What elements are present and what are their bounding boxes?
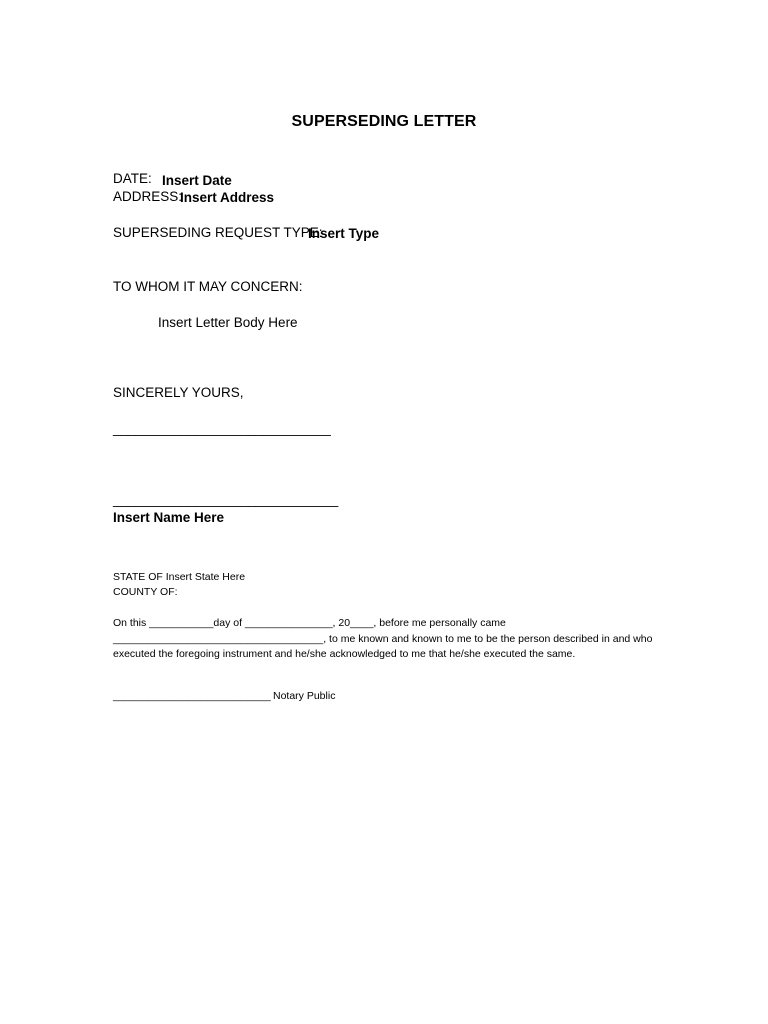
notary-line-1: On this ___________day of _______________, 20____, before me personally came (113, 617, 506, 629)
name-line: ______________________________ (113, 492, 339, 507)
address-value: Insert Address (180, 190, 275, 205)
signature-line: _____________________________ (113, 421, 331, 436)
date-label: DATE: (113, 171, 152, 186)
letter-body: Insert Letter Body Here (158, 315, 298, 330)
notary-line-3: executed the foregoing instrument and he/she acknowledged to me that he/she executed the same. (113, 648, 576, 660)
notary-signature-line: ___________________________ (113, 690, 271, 702)
date-value: Insert Date (162, 173, 232, 188)
document-title: SUPERSEDING LETTER (291, 113, 477, 130)
request-type-value: Insert Type (308, 226, 380, 241)
notary-state: STATE OF Insert State Here (113, 571, 246, 583)
closing: SINCERELY YOURS, (113, 385, 244, 400)
notary-public-label: Notary Public (273, 690, 336, 702)
signer-name: Insert Name Here (113, 510, 225, 525)
request-type-label: SUPERSEDING REQUEST TYPE: (113, 225, 323, 240)
salutation: TO WHOM IT MAY CONCERN: (113, 279, 303, 294)
notary-acknowledgment (113, 616, 652, 663)
notary-line-2: ____________________________________, to me known and known to me to be the person described in and who (113, 632, 653, 645)
address-label: ADDRESS: (113, 189, 183, 204)
notary-county: COUNTY OF: (113, 586, 178, 598)
